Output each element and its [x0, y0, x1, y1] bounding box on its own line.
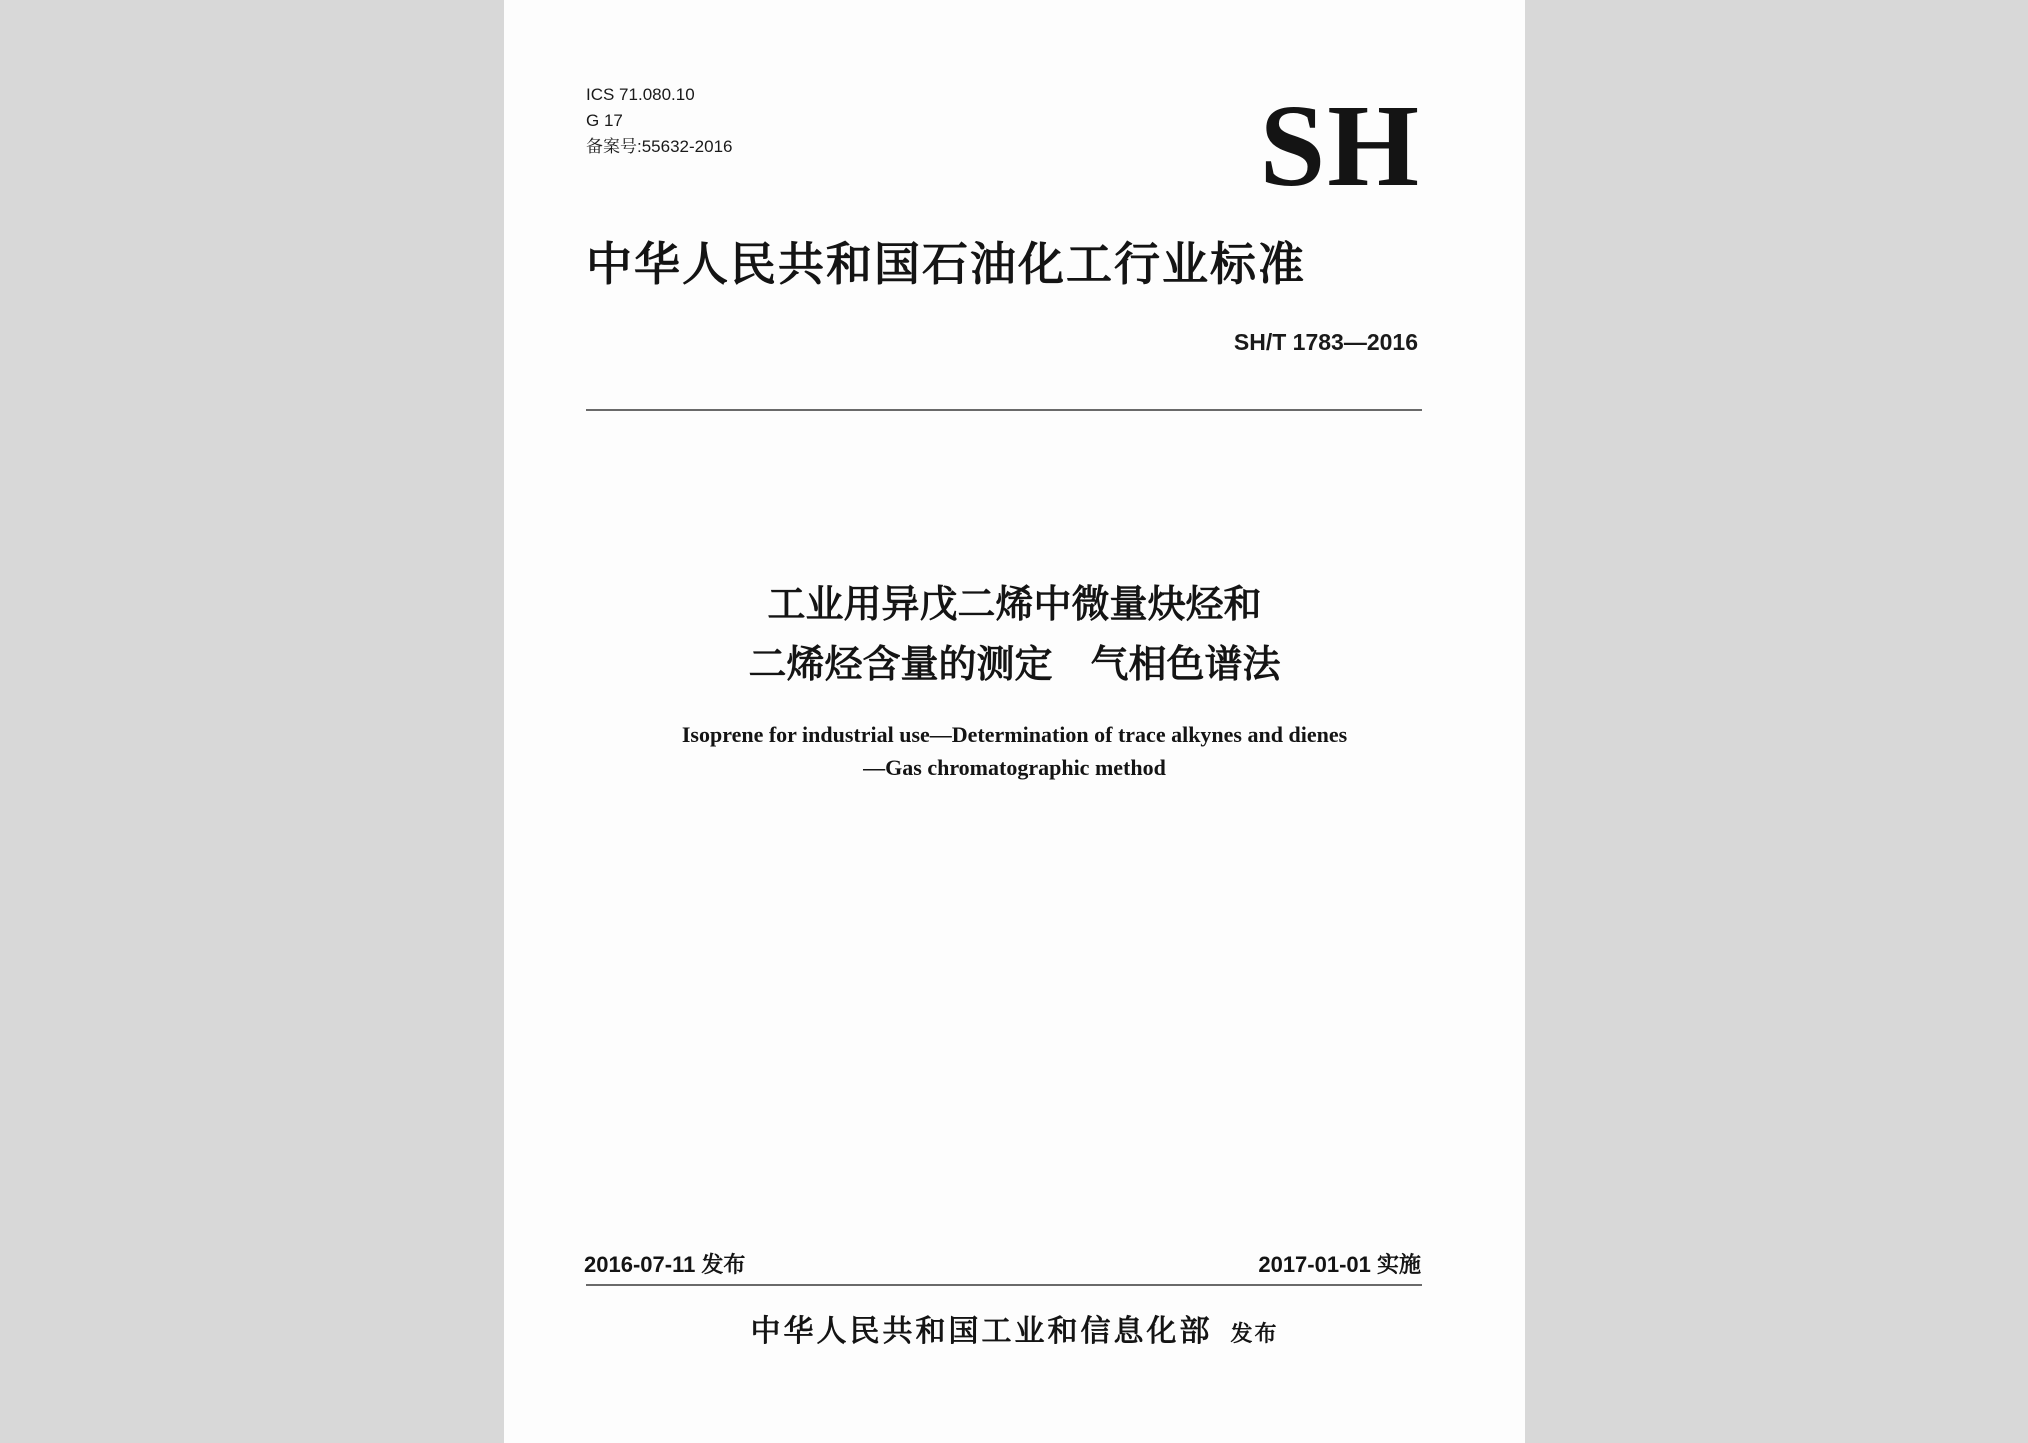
standard-number: SH/T 1783—2016 — [1233, 329, 1418, 355]
issue-date: 2016-07-11 发布 — [584, 1252, 746, 1277]
publisher-name: 中华人民共和国工业和信息化部 — [750, 1314, 1213, 1349]
document-page — [504, 0, 1525, 1443]
publisher — [504, 1308, 1525, 1359]
top-divider — [586, 409, 1422, 411]
bottom-divider — [586, 1284, 1422, 1286]
record-number: 备案号:55632-2016 — [586, 137, 733, 156]
classification-code: G 17 — [586, 111, 623, 130]
title-zh-line-2: 二烯烃含量的测定 气相色谱法 — [748, 642, 1281, 686]
title-zh-line-1: 工业用异戊二烯中微量炔烃和 — [767, 582, 1262, 626]
ics-code: ICS 71.080.10 — [586, 85, 695, 104]
title-en-line-2: —Gas chromatographic method — [863, 755, 1166, 780]
publisher-action: 发布 — [1230, 1322, 1279, 1347]
issuer-title: 中华人民共和国石油化工行业标准 — [586, 237, 1306, 291]
title-en-line-1: Isoprene for industrial use—Determination of trace alkynes and dienes — [681, 722, 1348, 747]
sh-logo: SH — [1259, 80, 1421, 211]
implementation-date: 2017-01-01 实施 — [1258, 1252, 1421, 1277]
